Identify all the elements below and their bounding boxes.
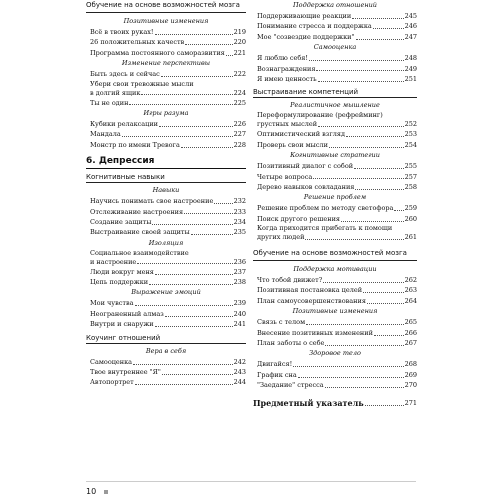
- toc-entry[interactable]: Выстраивание своей защиты 235: [90, 228, 246, 237]
- toc-entry[interactable]: Поддерживающие реакции 245: [257, 11, 417, 20]
- toc-entry[interactable]: Позитивная постановка целей 263: [257, 286, 417, 295]
- toc-entry[interactable]: Социальное взаимодействие и настроение 236: [90, 248, 246, 266]
- group-heading: Выражение эмоций: [131, 288, 201, 297]
- page-footer: [86, 487, 108, 496]
- toc-entry[interactable]: Быть здесь и сейчас 222: [90, 70, 246, 79]
- toc-entry[interactable]: Твое внутреннее "Я" 243: [90, 368, 246, 377]
- toc-entry[interactable]: Оптимистический взгляд 253: [257, 130, 417, 139]
- group-heading: Решение проблем: [303, 193, 367, 202]
- toc-right-column: [253, 0, 417, 409]
- toc-entry[interactable]: План самоусовершенствования 264: [257, 296, 417, 305]
- toc-entry[interactable]: Мандала 227: [90, 130, 246, 139]
- section-title: Коучинг отношений: [86, 333, 246, 344]
- toc-left-column: [86, 0, 246, 388]
- toc-entry[interactable]: План заботы о себе 267: [257, 339, 417, 348]
- group-heading: Позитивные изменения: [123, 17, 209, 25]
- chapter-title: 6. Депрессия: [86, 154, 246, 169]
- section-title: Обучение на основе возможностей мозга: [86, 0, 246, 13]
- section-title: Выстраивание компетенций: [253, 87, 417, 98]
- section-title: Когнитивные навыки: [86, 172, 246, 183]
- toc-entry[interactable]: Мое "созвездие поддержки" 247: [257, 32, 417, 41]
- toc-entry[interactable]: Кубики релаксации 226: [90, 119, 246, 128]
- toc-entry[interactable]: Понимание стресса и поддержка 246: [257, 22, 417, 31]
- toc-entry[interactable]: 26 положительных качеств 220: [90, 38, 246, 47]
- toc-entry[interactable]: Внесение позитивных изменений 266: [257, 328, 417, 337]
- toc-entry[interactable]: Люди вокруг меня 237: [90, 267, 246, 276]
- page-number: 10: [86, 487, 97, 496]
- toc-entry[interactable]: Позитивный диалог с собой 255: [257, 162, 417, 171]
- group-heading: Самооценка: [313, 43, 357, 52]
- toc-entry[interactable]: Автопортрет 244: [90, 378, 246, 387]
- toc-entry[interactable]: Переформулирование (рефрейминг) грустных мыслей 252: [257, 111, 417, 129]
- group-heading: Навыки: [152, 186, 180, 195]
- toc-entry[interactable]: Ты не один 225: [90, 98, 246, 107]
- toc-entry[interactable]: "Заедание" стресса 270: [257, 381, 417, 390]
- toc-entry[interactable]: Четыре вопроса 257: [257, 172, 417, 181]
- toc-entry[interactable]: Самооценка 242: [90, 357, 246, 366]
- toc-entry[interactable]: Двигайся! 268: [257, 360, 417, 369]
- toc-entry[interactable]: Отслеживание настроения 233: [90, 207, 246, 216]
- toc-entry[interactable]: Поиск другого решения 260: [257, 214, 417, 223]
- group-heading: Изоляция: [148, 238, 184, 247]
- toc-entry[interactable]: Цепь поддержки 238: [90, 278, 246, 287]
- toc-entry[interactable]: Программа постоянного саморазвития 221: [90, 48, 246, 57]
- toc-entry[interactable]: Убери свои тревожные мысли в долгий ящик 224: [90, 79, 246, 97]
- toc-entry[interactable]: Решение проблем по методу светофора 259: [257, 204, 417, 213]
- footer-square-icon: [104, 490, 108, 494]
- toc-entry[interactable]: Мои чувства 239: [90, 299, 246, 308]
- section-title: Обучение на основе возможностей мозга: [253, 248, 417, 261]
- group-heading: Игры разума: [143, 108, 189, 117]
- toc-entry[interactable]: Внутри и снаружи 241: [90, 320, 246, 329]
- toc-entry[interactable]: График сна 269: [257, 370, 417, 379]
- toc-entry[interactable]: Я люблю себя! 248: [257, 54, 417, 63]
- footer-divider: [86, 481, 416, 482]
- toc-entry[interactable]: Что тобой движет? 262: [257, 276, 417, 285]
- group-heading: Реалистичное мышление: [290, 101, 380, 110]
- group-heading: Поддержка отношений: [293, 1, 377, 9]
- toc-entry[interactable]: Создание защиты 234: [90, 217, 246, 226]
- group-heading: Изменение перспективы: [121, 59, 211, 68]
- group-heading: Поддержка мотивации: [293, 265, 377, 274]
- toc-entry[interactable]: Дерево навыков совладания 258: [257, 182, 417, 191]
- toc-entry[interactable]: Вознаграждения 249: [257, 64, 417, 73]
- toc-entry[interactable]: Монстр по имени Тревога 228: [90, 140, 246, 149]
- toc-entry[interactable]: Научись понимать свое настроение 232: [90, 197, 246, 206]
- subject-index-entry[interactable]: Предметный указатель 271: [253, 397, 417, 408]
- toc-entry[interactable]: Неограненный алмаз 240: [90, 309, 246, 318]
- group-heading: Позитивные изменения: [292, 307, 378, 316]
- group-heading: Когнитивные стратегии: [290, 151, 380, 160]
- group-heading: Вера в себя: [145, 346, 187, 355]
- toc-entry[interactable]: Когда приходится прибегать к помощи других людей 261: [257, 224, 417, 242]
- toc-entry[interactable]: Я имею ценность 251: [257, 74, 417, 83]
- group-heading: Здоровое тело: [309, 349, 361, 358]
- toc-entry[interactable]: Связь с телом 265: [257, 318, 417, 327]
- toc-entry[interactable]: Проверь свои мысли 254: [257, 140, 417, 149]
- toc-entry[interactable]: Всё в твоих руках! 219: [90, 27, 246, 36]
